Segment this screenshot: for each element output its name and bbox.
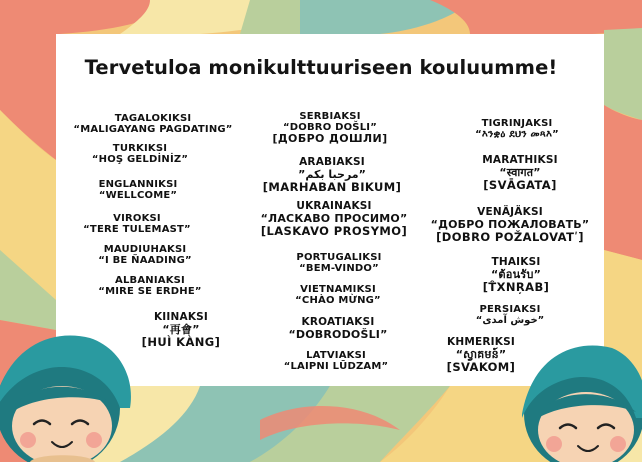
language-name: VIROKSI	[113, 213, 161, 224]
greeting-word: “ДОБРО ПОЖАЛОВАТЬ”	[430, 217, 590, 231]
language-name: THAIKSI	[491, 256, 541, 268]
child-illustration-right	[512, 318, 642, 462]
transliteration: [MARHABAN BIKUM]	[262, 180, 402, 195]
language-name: KROATIAKSI	[301, 316, 375, 328]
greeting-word: “خوش آمدی”	[475, 315, 545, 327]
greeting-word: “MIRE SE ERDHE”	[98, 286, 202, 298]
language-name: TAGALOKIKSI	[114, 113, 192, 124]
language-name: PORTUGALIKSI	[296, 252, 382, 263]
greeting-item	[400, 207, 620, 244]
language-name: TIGRINJAKSI	[481, 118, 553, 129]
language-name: UKRAINAKSI	[296, 200, 372, 212]
greeting-word: “LAIPNI LŪDZAM”	[283, 361, 389, 373]
greeting-word: “MALIGAYANG PAGDATING”	[73, 124, 233, 136]
greeting-item	[27, 213, 247, 235]
greeting-word: “ЛАСКАВО ПРОСИМО”	[260, 211, 408, 225]
greeting-item	[406, 257, 626, 294]
language-name: VIETNAMIKSI	[300, 284, 376, 295]
greeting-item	[35, 244, 255, 266]
greeting-word: “ต้อนรับ”	[490, 267, 542, 281]
greeting-item	[410, 155, 630, 192]
language-name: PERSIAKSI	[479, 304, 541, 315]
greeting-word: ”مرحبا بكم”	[298, 167, 366, 181]
language-name: KIINAKSI	[153, 311, 209, 323]
transliteration: [DOBRO POŽALOVATʹ]	[436, 230, 584, 245]
language-name: LATVIAKSI	[306, 350, 366, 361]
greeting-word: “BEM-VINDO”	[299, 263, 379, 275]
language-name: KHMERIKSI	[447, 336, 515, 348]
greeting-word: “እንቋዕ ደህን መጻእ”	[475, 129, 559, 141]
child-illustration-left	[0, 308, 140, 462]
language-name: ARABIAKSI	[299, 156, 365, 168]
transliteration: [T̂XNR̦AB]	[482, 280, 550, 295]
greeting-item	[30, 143, 250, 165]
greeting-word: “DOBRO DOŠLI”	[283, 122, 377, 134]
language-name: SERBIAKSI	[299, 111, 361, 122]
greeting-word: “ស្វាគមន៍”	[455, 347, 507, 361]
greeting-item	[28, 179, 248, 201]
greeting-word: “स्वागत”	[499, 165, 541, 179]
transliteration: [SVAKOM]	[446, 360, 516, 375]
greeting-item	[222, 157, 442, 194]
language-name: VENÄJÄKSI	[477, 206, 543, 218]
language-name: ALBANIAKSI	[115, 275, 185, 286]
greeting-item	[40, 275, 260, 297]
transliteration: [HUÌ KÀNG]	[141, 335, 221, 350]
greeting-word: “TERE TULEMAST”	[83, 224, 191, 236]
greeting-word: “HOŞ GELDİNİZ”	[91, 154, 189, 166]
greeting-word: “CHÀO MỪNG”	[295, 295, 381, 307]
language-name: ENGLANNIKSI	[98, 179, 178, 190]
language-name: MARATHIKSI	[482, 154, 558, 166]
transliteration: [ДОБРО ДОШЛИ]	[272, 132, 388, 146]
transliteration: [SVĀGATA]	[483, 178, 557, 193]
page-title: Tervetuloa monikulttuuriseen kouluumme!	[84, 56, 558, 79]
greeting-word: “I BE ÑAADING”	[98, 255, 192, 267]
greeting-word: “WELLCOME”	[98, 190, 178, 202]
transliteration: [LASKAVO PROSYMO]	[260, 224, 408, 239]
greeting-word: “再會”	[162, 322, 200, 336]
greeting-item	[407, 118, 627, 140]
language-name: TURKIKSI	[112, 143, 168, 154]
language-name: MAUDIUHAKSI	[103, 244, 187, 255]
greeting-word: “DOBRODOŠLI”	[288, 327, 388, 341]
